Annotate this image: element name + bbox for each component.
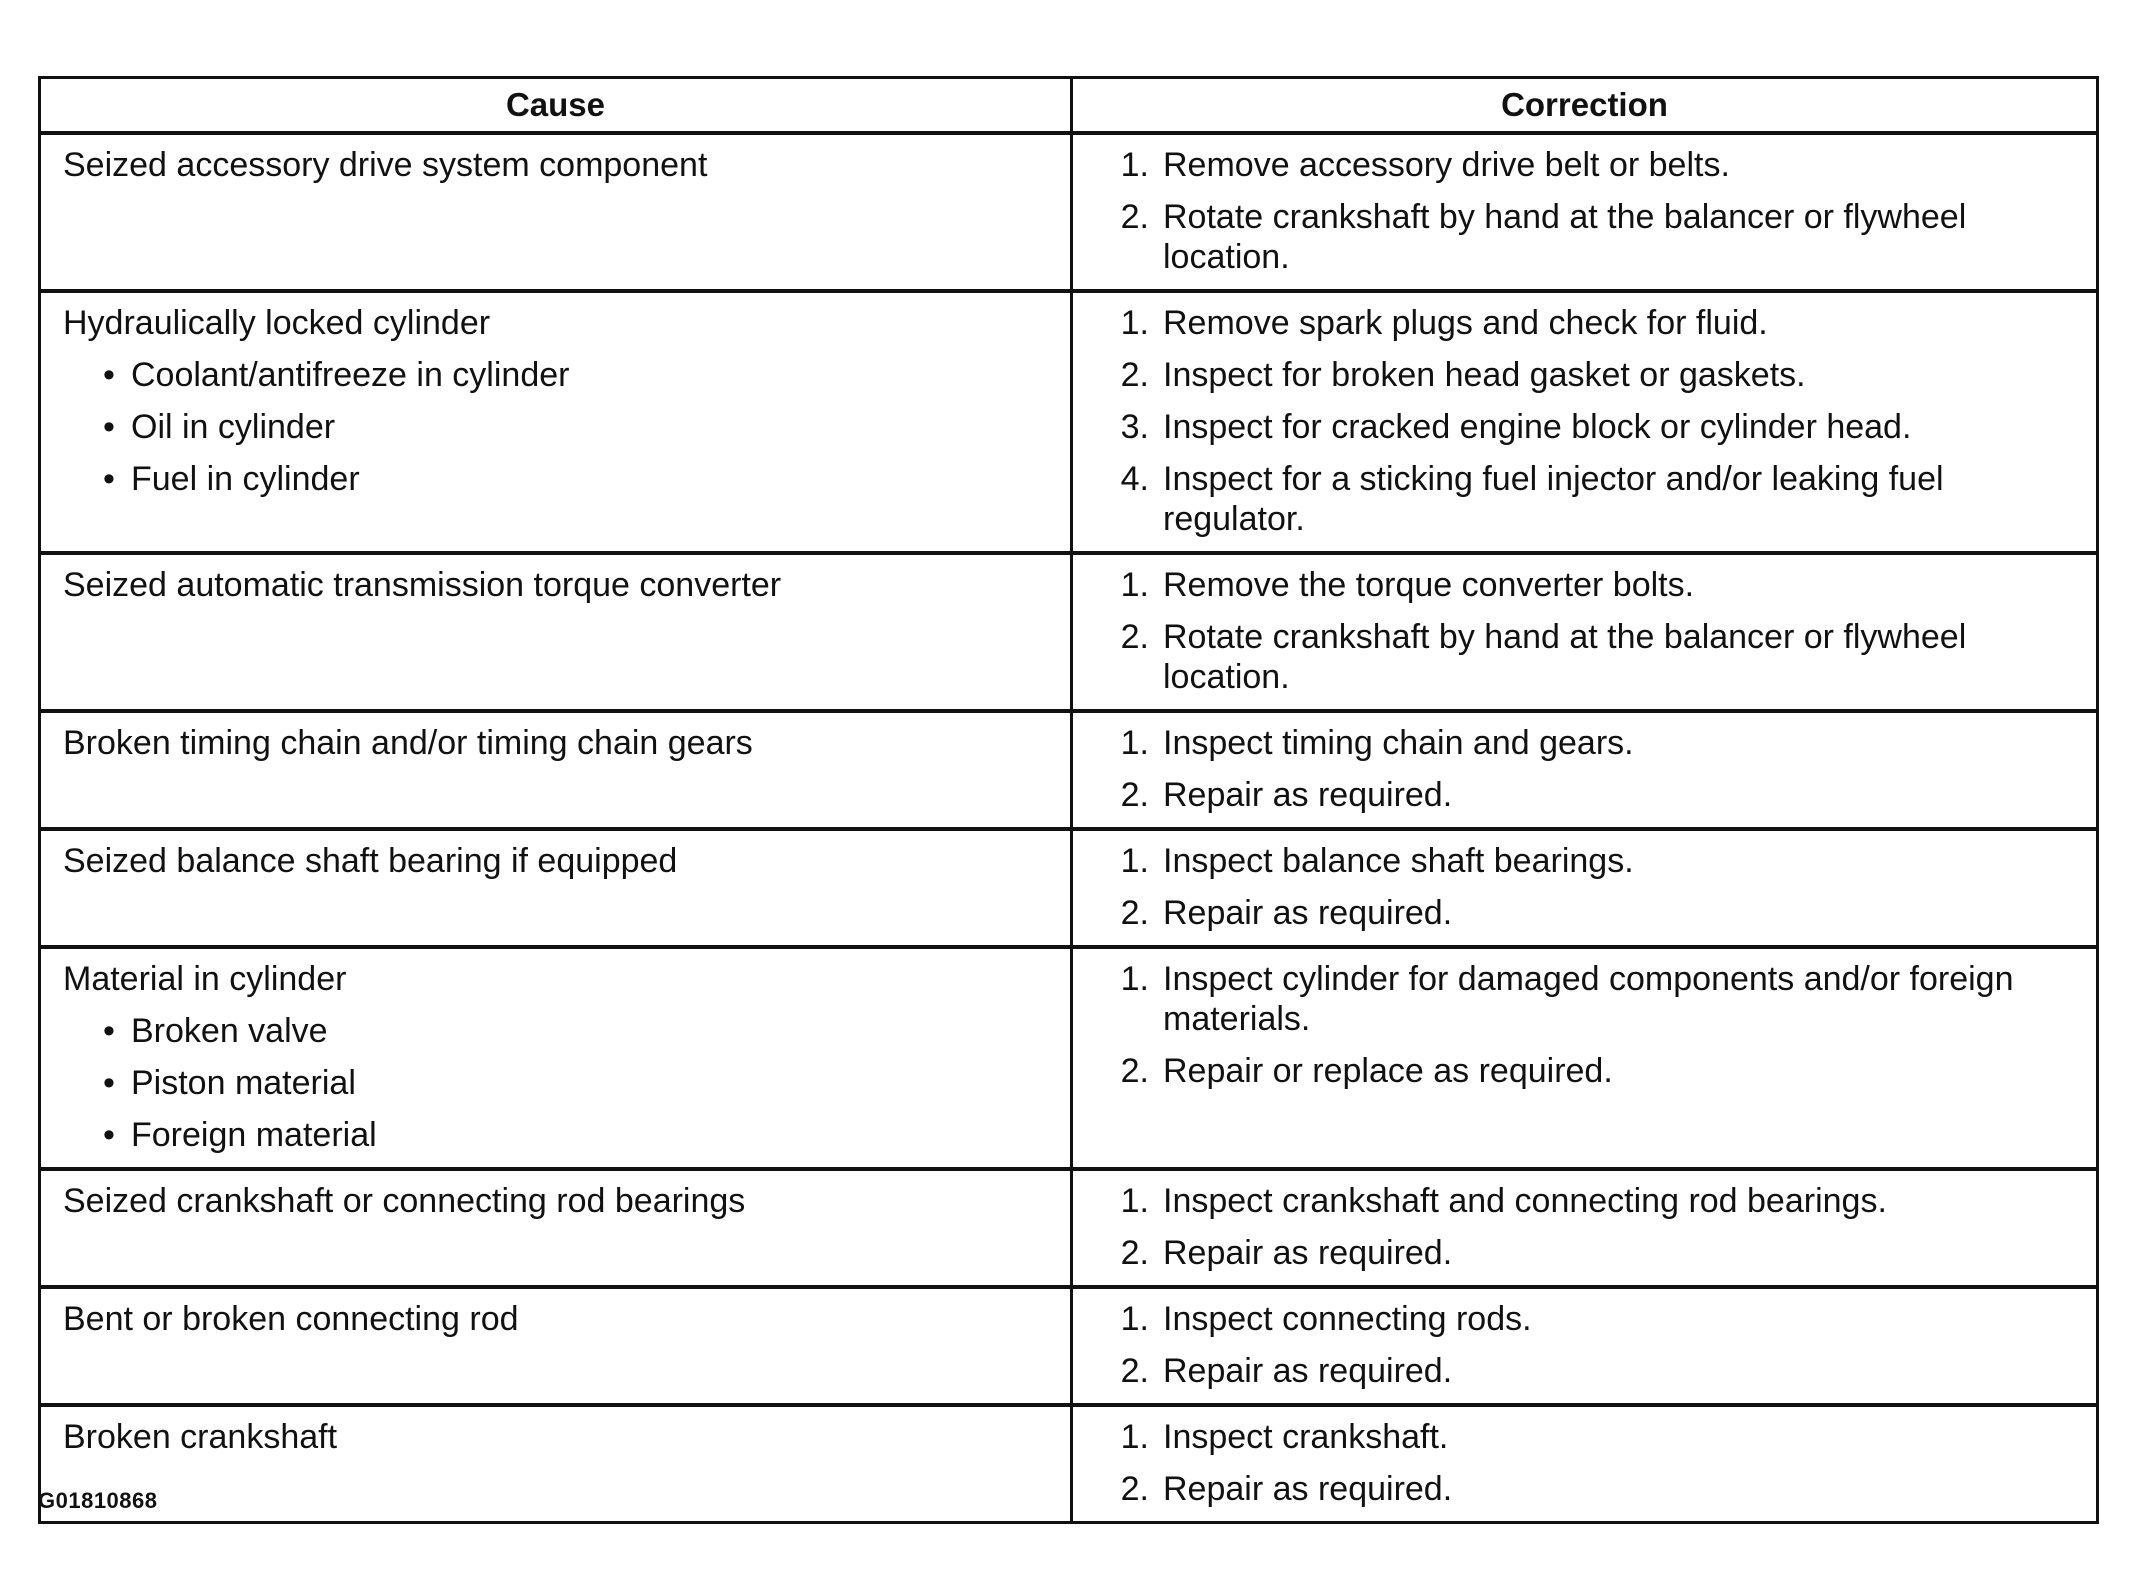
bullet-icon: • — [103, 408, 115, 446]
correction-cell — [1072, 1169, 2098, 1287]
step-number: 2. — [1120, 618, 1149, 656]
cause-bullet-item — [63, 459, 1060, 499]
step-number: 2. — [1120, 1052, 1149, 1090]
correction-steps — [1087, 1299, 2082, 1391]
correction-step — [1087, 1299, 2082, 1339]
correction-cell — [1072, 133, 2098, 291]
step-number: 1. — [1120, 146, 1149, 184]
correction-step — [1087, 355, 2082, 395]
correction-step — [1087, 1351, 2082, 1391]
step-text: Inspect connecting rods. — [1163, 1300, 1532, 1338]
cause-cell — [40, 1405, 1072, 1523]
bullet-icon: • — [103, 1064, 115, 1102]
step-text: Repair as required. — [1163, 1352, 1453, 1390]
cause-text: Seized accessory drive system component — [63, 146, 708, 184]
step-text: Inspect crankshaft and connecting rod bearings. — [1163, 1182, 1887, 1220]
table-row — [40, 291, 2098, 553]
cause-cell — [40, 947, 1072, 1169]
bullet-icon: • — [103, 1012, 115, 1050]
cause-bullet-text: Broken valve — [131, 1012, 328, 1050]
table-body — [40, 133, 2098, 1523]
correction-steps — [1087, 1181, 2082, 1273]
step-number: 1. — [1120, 960, 1149, 998]
cause-bullet-item — [63, 407, 1060, 447]
step-number: 2. — [1120, 1352, 1149, 1390]
cause-header: Cause — [40, 78, 1072, 134]
correction-steps — [1087, 303, 2082, 539]
cause-cell — [40, 291, 1072, 553]
correction-step — [1087, 407, 2082, 447]
step-number: 2. — [1120, 198, 1149, 236]
correction-cell — [1072, 947, 2098, 1169]
step-number: 3. — [1120, 408, 1149, 446]
correction-step — [1087, 723, 2082, 763]
step-text: Remove the torque converter bolts. — [1163, 566, 1695, 604]
step-number: 1. — [1120, 724, 1149, 762]
table-row — [40, 1405, 2098, 1523]
step-number: 1. — [1120, 566, 1149, 604]
step-text: Inspect for a sticking fuel injector and/or leaking fuel regulator. — [1163, 460, 1944, 538]
cause-bullet-text: Coolant/antifreeze in cylinder — [131, 356, 570, 394]
cause-bullet-item — [63, 1115, 1060, 1155]
step-number: 2. — [1120, 894, 1149, 932]
correction-cell — [1072, 829, 2098, 947]
cause-bullet-text: Piston material — [131, 1064, 356, 1102]
step-text: Inspect for broken head gasket or gaskets. — [1163, 356, 1806, 394]
step-number: 4. — [1120, 460, 1149, 498]
step-text: Inspect timing chain and gears. — [1163, 724, 1634, 762]
table-row — [40, 947, 2098, 1169]
cause-text: Seized crankshaft or connecting rod bearings — [63, 1182, 746, 1220]
cause-cell — [40, 1287, 1072, 1405]
step-number: 1. — [1120, 842, 1149, 880]
cause-bullet-item — [63, 1063, 1060, 1103]
correction-step — [1087, 841, 2082, 881]
figure-id: G01810868 — [38, 1488, 158, 1513]
correction-cell — [1072, 1287, 2098, 1405]
cause-bullet-text: Oil in cylinder — [131, 408, 336, 446]
cause-cell — [40, 829, 1072, 947]
cause-text: Broken timing chain and/or timing chain gears — [63, 724, 753, 762]
correction-step — [1087, 775, 2082, 815]
correction-step — [1087, 959, 2082, 1039]
table-row — [40, 829, 2098, 947]
bullet-icon: • — [103, 1116, 115, 1154]
correction-step — [1087, 1051, 2082, 1091]
table-row — [40, 711, 2098, 829]
correction-step — [1087, 565, 2082, 605]
correction-steps — [1087, 723, 2082, 815]
correction-step — [1087, 459, 2082, 539]
cause-text: Seized automatic transmission torque converter — [63, 566, 782, 604]
correction-steps — [1087, 565, 2082, 697]
step-number: 1. — [1120, 1418, 1149, 1456]
cause-bullet-list — [63, 355, 1060, 499]
step-number: 2. — [1120, 356, 1149, 394]
correction-step — [1087, 303, 2082, 343]
header-row — [40, 78, 2098, 134]
step-text: Rotate crankshaft by hand at the balancer or flywheel location. — [1163, 618, 1967, 696]
correction-cell — [1072, 553, 2098, 711]
cause-text: Bent or broken connecting rod — [63, 1300, 519, 1338]
table-row — [40, 1287, 2098, 1405]
cause-bullet-text: Fuel in cylinder — [131, 460, 360, 498]
cause-text: Material in cylinder — [63, 960, 347, 998]
step-number: 1. — [1120, 1182, 1149, 1220]
correction-cell — [1072, 291, 2098, 553]
cause-cell — [40, 553, 1072, 711]
correction-steps — [1087, 959, 2082, 1091]
correction-steps — [1087, 1417, 2082, 1509]
correction-step — [1087, 197, 2082, 277]
table-row — [40, 1169, 2098, 1287]
cause-cell — [40, 133, 1072, 291]
correction-step — [1087, 1233, 2082, 1273]
step-number: 1. — [1120, 304, 1149, 342]
step-text: Repair or replace as required. — [1163, 1052, 1613, 1090]
cause-bullet-item — [63, 1011, 1060, 1051]
correction-step — [1087, 145, 2082, 185]
cause-cell — [40, 711, 1072, 829]
step-text: Inspect balance shaft bearings. — [1163, 842, 1634, 880]
step-text: Remove spark plugs and check for fluid. — [1163, 304, 1768, 342]
step-number: 2. — [1120, 776, 1149, 814]
table-row — [40, 133, 2098, 291]
correction-step — [1087, 893, 2082, 933]
cause-cell — [40, 1169, 1072, 1287]
cause-text: Broken crankshaft — [63, 1418, 338, 1456]
correction-header: Correction — [1072, 78, 2098, 134]
step-number: 2. — [1120, 1470, 1149, 1508]
cause-bullet-text: Foreign material — [131, 1116, 377, 1154]
step-text: Repair as required. — [1163, 776, 1453, 814]
cause-text: Hydraulically locked cylinder — [63, 304, 491, 342]
cause-bullet-item — [63, 355, 1060, 395]
table-row — [40, 553, 2098, 711]
cause-text: Seized balance shaft bearing if equipped — [63, 842, 678, 880]
correction-step — [1087, 1181, 2082, 1221]
step-text: Inspect cylinder for damaged components and/or foreign materials. — [1163, 960, 2014, 1038]
step-number: 2. — [1120, 1234, 1149, 1272]
correction-steps — [1087, 841, 2082, 933]
step-text: Repair as required. — [1163, 1234, 1453, 1272]
cause-correction-table — [38, 76, 2099, 1524]
correction-cell — [1072, 1405, 2098, 1523]
step-text: Repair as required. — [1163, 894, 1453, 932]
correction-steps — [1087, 145, 2082, 277]
step-text: Inspect crankshaft. — [1163, 1418, 1449, 1456]
step-text: Remove accessory drive belt or belts. — [1163, 146, 1730, 184]
step-text: Inspect for cracked engine block or cylinder head. — [1163, 408, 1912, 446]
correction-step — [1087, 1417, 2082, 1457]
bullet-icon: • — [103, 460, 115, 498]
step-text: Repair as required. — [1163, 1470, 1453, 1508]
correction-step — [1087, 617, 2082, 697]
bullet-icon: • — [103, 356, 115, 394]
step-number: 1. — [1120, 1300, 1149, 1338]
step-text: Rotate crankshaft by hand at the balancer or flywheel location. — [1163, 198, 1967, 276]
correction-step — [1087, 1469, 2082, 1509]
correction-cell — [1072, 711, 2098, 829]
cause-bullet-list — [63, 1011, 1060, 1155]
